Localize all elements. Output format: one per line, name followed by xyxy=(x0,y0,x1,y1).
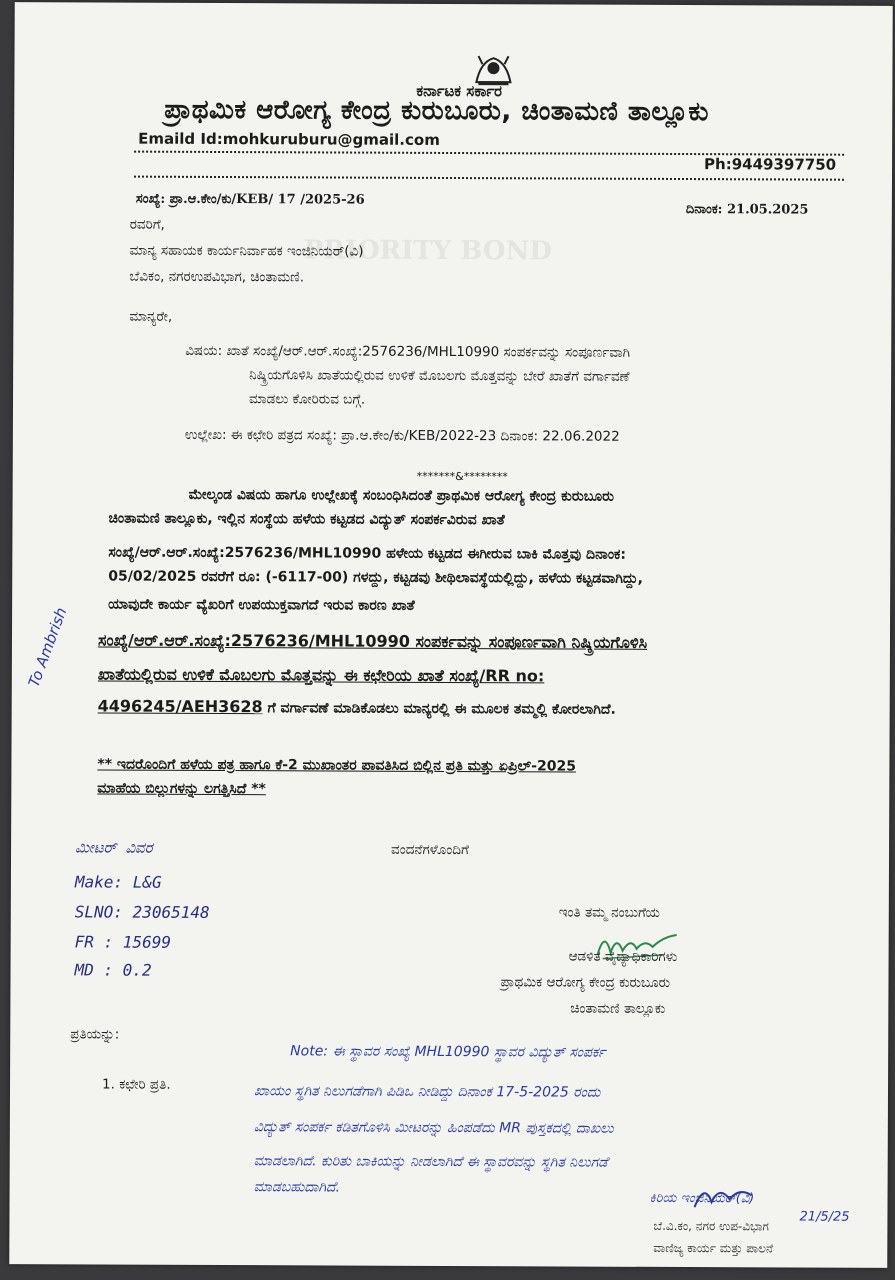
subject-line-1: ವಿಷಯ: ಖಾತೆ ಸಂಖ್ಯೆ/ಆರ್.ಆರ್.ಸಂಖ್ಯೆ:2576236/MHL10990 ಸಂಪರ್ಕವನ್ನು ಸಂಪೂರ್ಣವಾಗಿ xyxy=(185,342,631,361)
salutation: ಮಾನ್ಯರೇ, xyxy=(129,308,173,325)
meter-md-reading: MD : 0.2 xyxy=(74,960,152,980)
meter-fr-reading: FR : 15699 xyxy=(74,932,172,952)
subject-line-2: ನಿಷ್ಕ್ರಿಯಗೊಳಿಸಿ ಖಾತೆಯಲ್ಲಿರುವ ಉಳಿಕೆ ಮೊಬಲಗು ಮೊತ್ತವನ್ನು ಬೇರೆ ಖಾತೆಗೆ ವರ್ಗಾವಣೆ xyxy=(249,367,630,385)
reference-line: ಉಲ್ಲೇಖ: ಈ ಕಛೇರಿ ಪತ್ರದ ಸಂಖ್ಯೆ: ಪ್ರಾ.ಆ.ಕೇಂ/ಕು/KEB/2022-23 ದಿನಾಂಕ: 22.06.2022 xyxy=(184,426,620,445)
copy-item-1: 1. ಕಛೇರಿ ಪ್ರತಿ. xyxy=(102,1076,171,1093)
officer-line-2: ಬೆ.ವಿ.ಕಂ, ನಗರ ಉಪ-ವಿಭಾಗ xyxy=(653,1218,769,1234)
target-account-number: 4496245/AEH3628 xyxy=(97,696,263,717)
body-bold-line-3 xyxy=(98,696,616,717)
enclosure-line-1: ** ಇದರೊಂದಿಗೆ ಹಳೆಯ ಪತ್ರ ಹಾಗೂ ಕೆ-2 ಮುಖಾಂತರ ಪಾವತಿಸಿದ ಬಿಲ್ಲಿನ ಪ್ರತಿ ಮತ್ತು ಏಪ್ರಿಲ್-2025 xyxy=(97,756,576,775)
header-dotted-rule-bottom xyxy=(134,176,844,181)
recipient-to: ರವರಿಗೆ, xyxy=(129,216,165,233)
closing-designation: ಆಡಳಿತ ವೈದ್ಯಾಧಿಕಾರಿಗಳು xyxy=(568,948,678,965)
margin-handwritten-note: To Ambrish xyxy=(24,605,71,690)
letter-date: ದಿನಾಂಕ: 21.05.2025 xyxy=(685,202,809,218)
header-dotted-rule-top xyxy=(134,151,844,156)
recipient-line-2: ಬೆವಿಕಂ, ನಗರಉಪವಿಭಾಗ, ಚಿಂತಾಮಣಿ. xyxy=(129,268,305,286)
body-line-2: ಚಿಂತಾಮಣಿ ತಾಲ್ಲೂಕು, ಇಲ್ಲಿನ ಸಂಸ್ಥೆಯ ಹಳೆಯ ಕಟ್ಟಡದ ವಿದ್ಯುತ್ ಸಂಪರ್ಕವಿರುವ ಖಾತೆ xyxy=(108,510,505,529)
handwritten-note-line-4: ಮಾಡಲಾಗಿದೆ. ಕುರಿತು ಬಾಕಿಯನ್ನು ನೀಡಲಾಗಿದೆ ಈ ಸ್ಥಾವರವನ್ನು ಸ್ಥಗಿತ ನಿಲುಗಡೆ xyxy=(253,1153,608,1171)
body-line-5: ಯಾವುದೇ ಕಾರ್ಯ ವ್ಯೆಖರಿಗೆ ಉಪಯುಕ್ತವಾಗದೆ ಇರುವ ಕಾರಣ ಖಾತೆ xyxy=(108,596,415,614)
body-line-3: ಸಂಖ್ಯೆ/ಆರ್.ಆರ್.ಸಂಖ್ಯೆ:2576236/MHL10990 ಹಳೇಯ ಕಟ್ಟಡದ ಈಗೀರುವ ಬಾಕಿ ಮೊತ್ತವು ದಿನಾಂಕ: xyxy=(108,544,626,563)
handwritten-note-line-5: ಮಾಡಬಹುದಾಗಿದೆ. xyxy=(253,1179,341,1196)
body-line-4: 05/02/2025 ರವರೆಗೆ ರೂ: (-6117-00) ಗಳದ್ದು, ಕಟ್ಟಡವು ಶೀಥಿಲಾವಸ್ಥೆಯಲ್ಲಿದ್ದು, ಹಳೆಯ ಕಟ್ಟಡವಾಗಿದ್ದು, xyxy=(108,568,644,587)
body-bold-line-2: ಖಾತೆಯಲ್ಲಿರುವ ಉಳಿಕೆ ಮೊಬಲಗು ಮೊತ್ತವನ್ನು ಈ ಕಛೇರಿಯ ಖಾತೆ ಸಂಖ್ಯೆ/RR no: xyxy=(97,664,545,686)
meter-serial-number: SLNO: 23065148 xyxy=(74,902,210,922)
body-line-1: ಮೇಲ್ಕಂಡ ವಿಷಯ ಹಾಗೂ ಉಲ್ಲೇಖಕ್ಕೆ ಸಂಬಂಧಿಸಿದಂತೆ ಪ್ರಾಥಮಿಕ ಆರೋಗ್ಯ ಕೇಂದ್ರ ಕುರುಬೂರು xyxy=(188,486,615,505)
office-title: ಪ್ರಾಥಮಿಕ ಆರೋಗ್ಯ ಕೇಂದ್ರ ಕುರುಬೂರು, ಚಿಂತಾಮಣಿ ತಾಲ್ಲೂಕು xyxy=(164,94,709,128)
handwritten-note-line-3: ವಿದ್ಯುತ್ ಸಂಪರ್ಕ ಕಡಿತಗೊಳಿಸಿ ಮೀಟರನ್ನು ಹಿಂಪಡೆದು MR ಪುಸ್ತಕದಲ್ಲಿ ದಾಖಲು xyxy=(253,1119,614,1137)
meter-notes-heading: ಮೀಟರ್ ವಿವರ xyxy=(75,838,153,857)
officer-line-3: ವಾಣಿಜ್ಯ ಕಾರ್ಯ ಮತ್ತು ಪಾಲನೆ xyxy=(653,1240,774,1256)
body-bold-line-1: ಸಂಖ್ಯೆ/ಆರ್.ಆರ್.ಸಂಖ್ಯೆ:2576236/MHL10990 ಸಂಪರ್ಕವನ್ನು ಸಂಪೂರ್ಣವಾಗಿ ನಿಷ್ಕ್ರಿಯಗೊಳಿಸಿ xyxy=(97,630,648,652)
office-email: Emaild Id:mohkuruburu@gmail.com xyxy=(138,129,440,149)
handwritten-note-line-2: ಖಾಯಂ ಸ್ಥಗಿತ ನಿಲುಗಡೆಗಾಗಿ ಪಿಡಿಒ ನೀಡಿದ್ದು ದಿನಾಂಕ 17-5-2025 ರಂದು xyxy=(253,1083,601,1101)
closing-yours: ಇಂತಿ ತಮ್ಮ ನಂಬುಗೆಯ xyxy=(558,904,660,921)
subject-line-3: ಮಾಡಲು ಕೋರಿರುವ ಬಗ್ಗೆ. xyxy=(248,391,366,408)
body-bold-line-3-rest: ಗೆ ವರ್ಗಾವಣೆ ಮಾಡಿಕೊಡಲು ಮಾನ್ಯರಲ್ಲಿ ಈ ಮೂಲಕ ತಮ್ಮಲ್ಲಿ ಕೋರಲಾಗಿದೆ. xyxy=(262,700,616,718)
recipient-line-1: ಮಾನ್ಯ ಸಹಾಯಕ ಕಾರ್ಯನಿರ್ವಾಹಕ ಇಂಜಿನಿಯರ್(ವಿ) xyxy=(129,242,364,260)
separator-stars: *******&******** xyxy=(416,469,508,484)
officer-signoff-date: 21/5/25 xyxy=(799,1209,850,1225)
government-name: ಕರ್ನಾಟಕ ಸರ್ಕಾರ xyxy=(416,81,503,101)
paper-watermark: PRIORITY BOND xyxy=(303,235,552,267)
handwritten-note-line-1: Note: ಈ ಸ್ಥಾವರ ಸಂಖ್ಯೆ MHL10990 ಸ್ಥಾವರ ವಿದ್ಯುತ್ ಸಂಪರ್ಕ xyxy=(290,1043,606,1061)
meter-make: Make: L&G xyxy=(74,872,162,892)
enclosure-line-2: ಮಾಹೆಯ ಬಿಲ್ಲುಗಳನ್ನು ಲಗತ್ತಿಸಿದೆ ** xyxy=(97,780,266,798)
closing-regards: ವಂದನೆಗಳೊಂದಿಗೆ xyxy=(391,841,469,859)
copy-heading: ಪ್ರತಿಯನ್ನು: xyxy=(70,1026,120,1043)
office-phone: Ph:9449397750 xyxy=(704,155,837,174)
officer-title: ಕಿರಿಯ ಇಂಜಿನಿಯರ್(ವಿ) xyxy=(649,1190,755,1207)
closing-office: ಪ್ರಾಥಮಿಕ ಆರೋಗ್ಯ ಕೇಂದ್ರ ಕುರುಬೂರು xyxy=(500,974,671,991)
letter-reference-number: ಸಂಖ್ಯೆ: ಪ್ರಾ.ಆ.ಕೇಂ/ಕು/KEB/ 17 /2025-26 xyxy=(135,191,365,208)
closing-taluk: ಚಿಂತಾಮಣಿ ತಾಲ್ಲೂಕು xyxy=(570,1000,666,1017)
letter-paper xyxy=(9,2,892,1268)
